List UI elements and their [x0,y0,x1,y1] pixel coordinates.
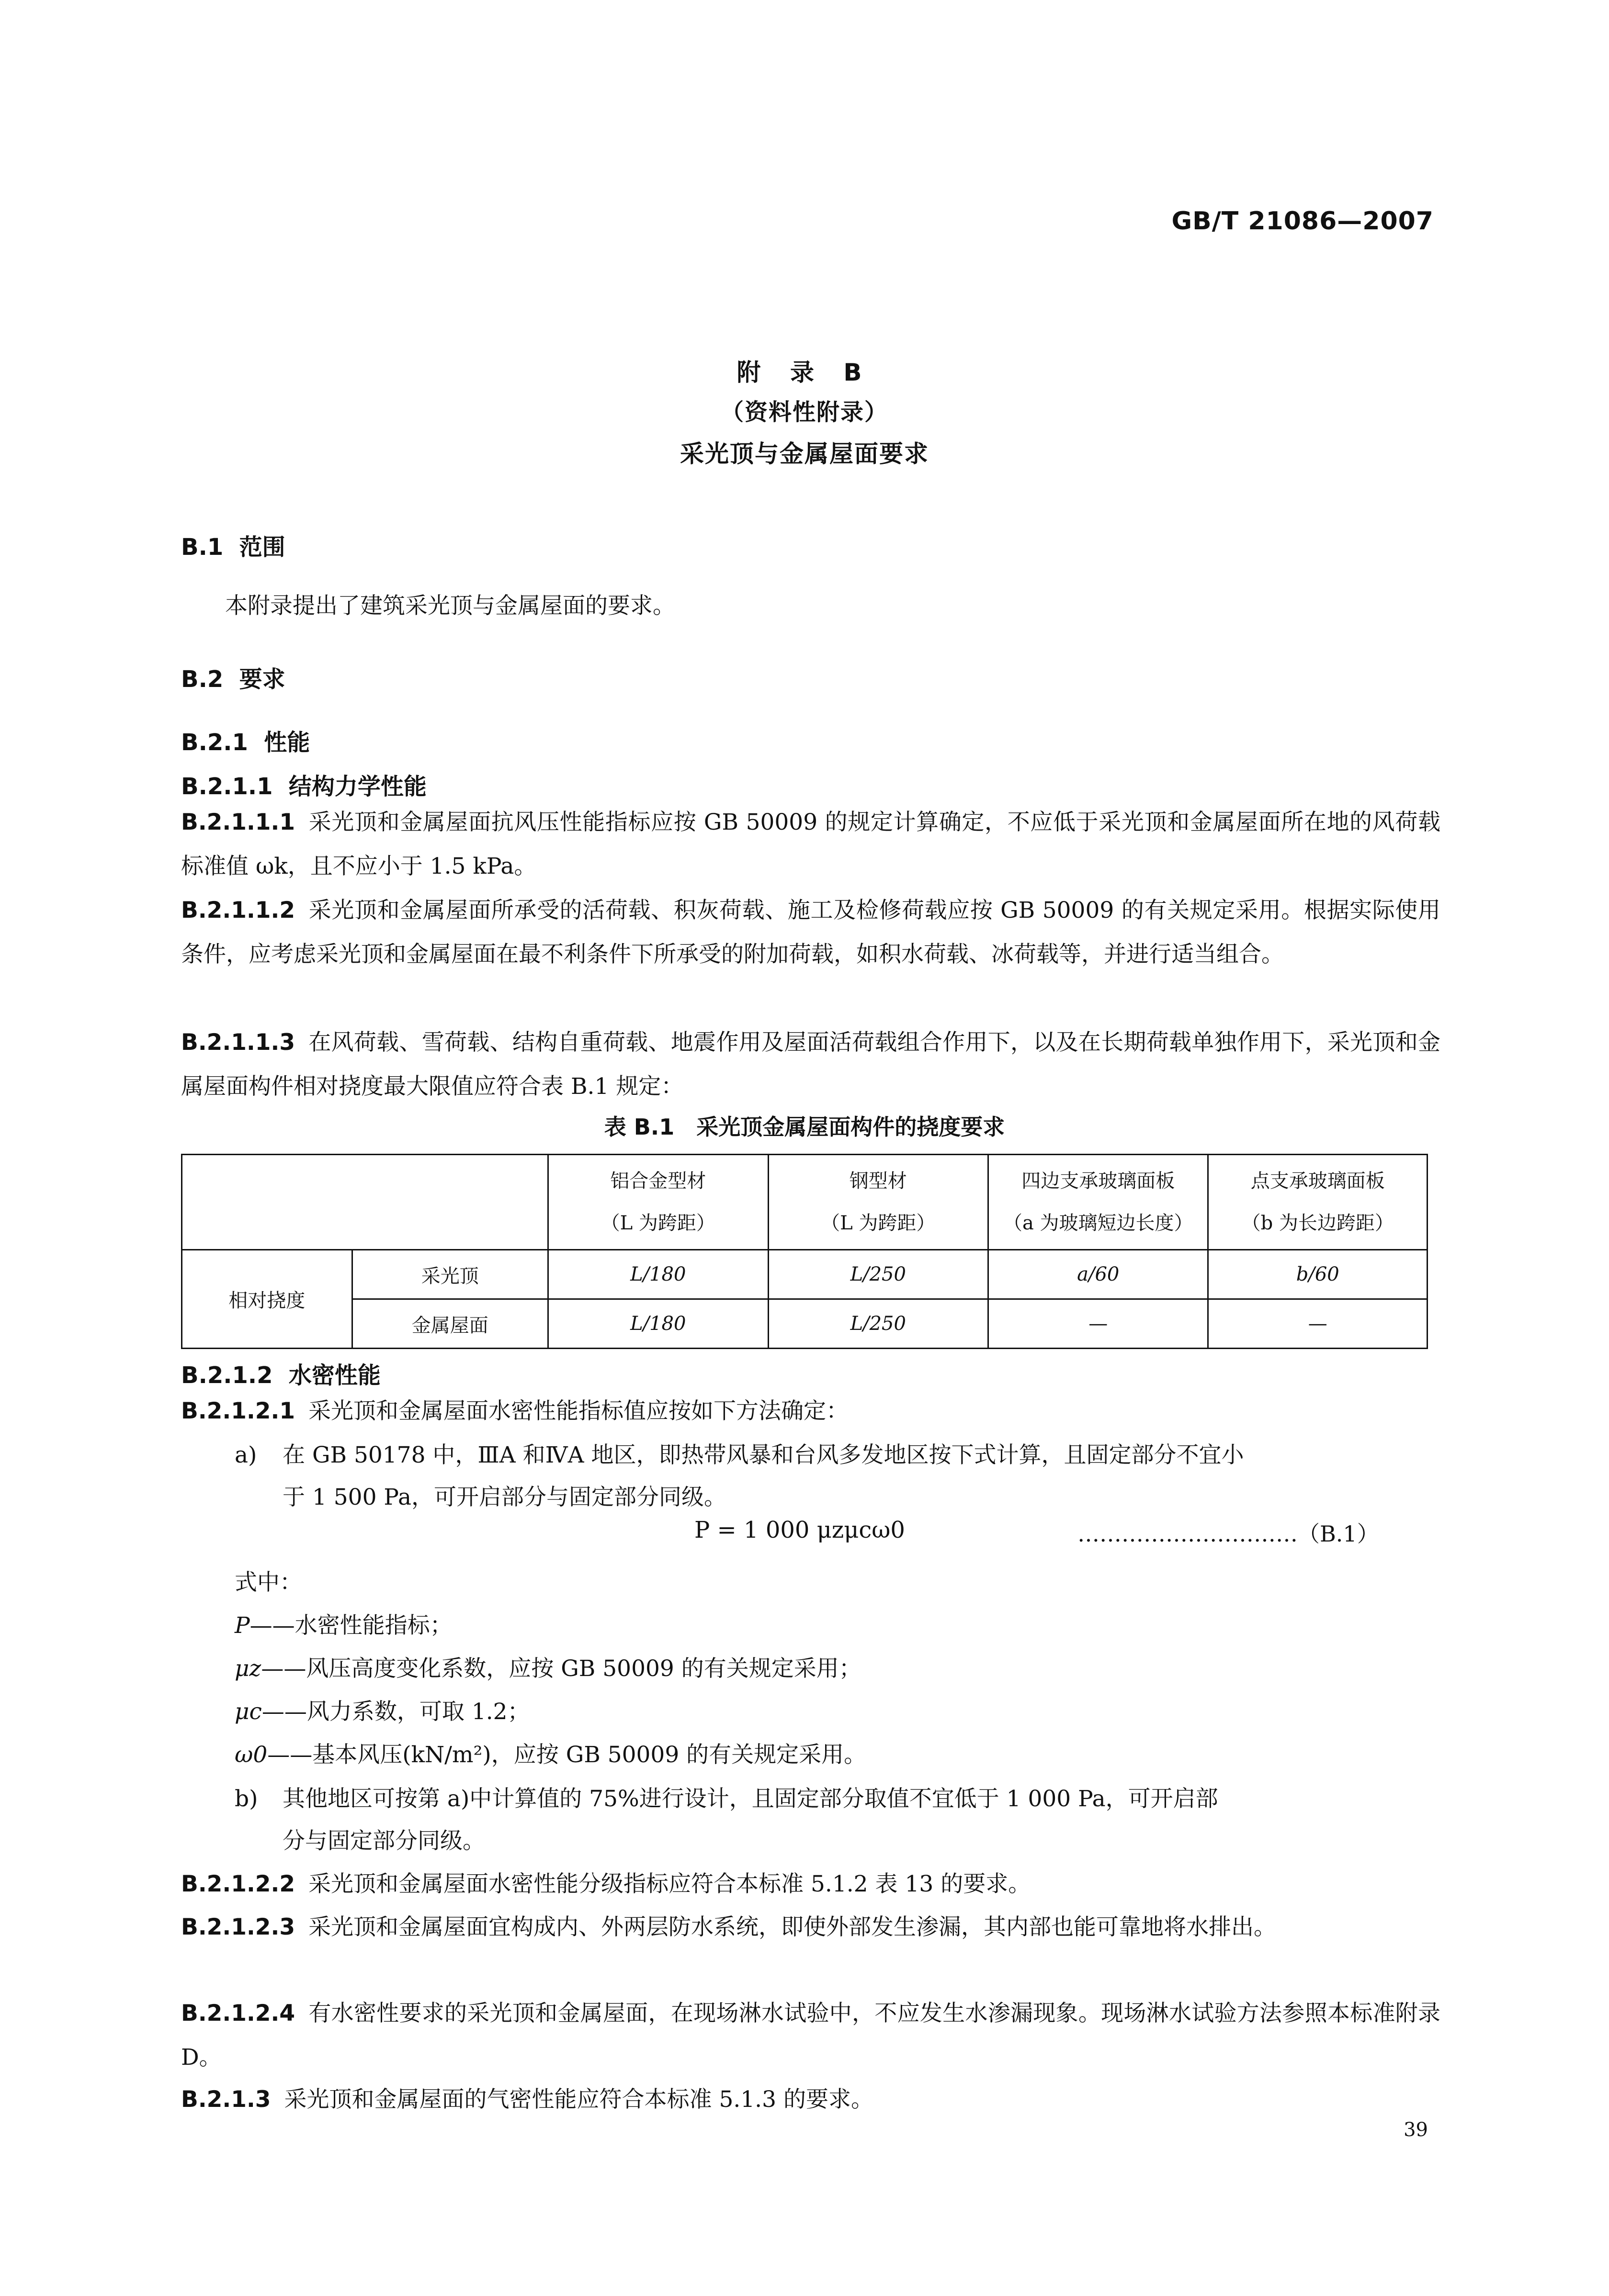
table-header-row [182,1155,1428,1250]
table-cell: L/180 [548,1299,769,1349]
clause-title: 水密性能 [288,1362,381,1389]
item-a-line-2: 于 1 500 Pa，可开启部分与固定部分同级。 [283,1484,726,1510]
item-a-marker: a) [235,1442,257,1468]
col-header-four-side-glass: 四边支承玻璃面板 （a 为玻璃短边长度） [988,1155,1208,1250]
deflection-table [181,1154,1428,1349]
clause-text: 采光顶和金属屋面水密性能指标值应按如下方法确定： [308,1398,849,1424]
clause-b2123 [181,1905,1440,1949]
section-title: 要求 [239,666,285,693]
table-row [182,1250,1428,1299]
item-b-line-1: 其他地区可按第 a)中计算值的 75%进行设计，且固定部分取值不宜低于 1 000 Pa，可开启部 [283,1786,1218,1812]
table-cell: L/180 [548,1250,769,1299]
where-item: μz——风压高度变化系数，应按 GB 50009 的有关规定采用； [235,1655,861,1682]
clause-title: 结构力学性能 [288,773,427,800]
clause-b2112 [181,889,1440,977]
clause-number: B.2.1.2.1 [181,1398,295,1424]
clause-number: B.2.1.3 [181,2086,271,2113]
section-number: B.2 [181,666,224,693]
clause-number: B.2.1.1.2 [181,897,295,923]
item-b-marker: b) [235,1786,258,1812]
clause-text: 采光顶和金属屋面抗风压性能指标应按 GB 50009 的规定计算确定，不应低于采光顶和金属屋面所在地的风荷载标准值 ωk，且不应小于 1.5 kPa。 [181,809,1440,879]
clause-b212-heading [181,1357,1445,1390]
clause-number: B.2.1.1.1 [181,809,295,835]
clause-number: B.2.1.2.4 [181,2000,295,2026]
section-b1-text: 本附录提出了建筑采光顶与金属屋面的要求。 [225,593,675,619]
appendix-title: 附 录 B [737,359,872,386]
table-cell: a/60 [988,1250,1208,1299]
formula-number: …………………………（B.1） [1077,1521,1379,1547]
standard-code: GB/T 21086—2007 [1171,207,1434,236]
clause-text: 采光顶和金属屋面水密性能分级指标应符合本标准 5.1.2 表 13 的要求。 [308,1871,1031,1897]
appendix-name: 采光顶与金属屋面要求 [680,440,929,468]
clause-text: 采光顶和金属屋面的气密性能应符合本标准 5.1.3 的要求。 [284,2086,873,2113]
clause-text: 有水密性要求的采光顶和金属屋面，在现场淋水试验中，不应发生水渗漏现象。现场淋水试验方法参照本标准附录 D。 [181,2000,1440,2071]
table-cell: — [1208,1299,1428,1349]
table-corner-cell [182,1155,548,1250]
clause-text: 采光顶和金属屋面宜构成内、外两层防水系统，即使外部发生渗漏，其内部也能可靠地将水排出。 [308,1914,1277,1940]
clause-b21-heading [181,724,1445,757]
where-item: μc——风力系数，可取 1.2； [235,1699,530,1725]
where-item: P——水密性能指标； [235,1612,453,1639]
col-header-point-glass: 点支承玻璃面板 （b 为长边跨距） [1208,1155,1428,1250]
clause-number: B.2.1.2.3 [181,1914,295,1940]
appendix-type: （资料性附录） [720,399,888,426]
table-caption: 表 B.1 采光顶金属屋面构件的挠度要求 [604,1114,1005,1140]
table-cell: L/250 [768,1299,988,1349]
clause-b213 [181,2078,873,2122]
col-header-steel: 钢型材 （L 为跨距） [768,1155,988,1250]
clause-number: B.2.1.1.3 [181,1029,295,1056]
clause-number: B.2.1 [181,729,248,756]
page-number: 39 [1404,2119,1428,2141]
clause-b2124 [181,1992,1440,2080]
section-b1-heading [181,529,1445,562]
clause-b2111 [181,800,1440,889]
clause-text: 采光顶和金属屋面所承受的活荷载、积灰荷载、施工及检修荷载应按 GB 50009 的有关规定采用。根据实际使用条件，应考虑采光顶和金属屋面在最不利条件下所承受的附加荷载，如积水荷载、冰荷载等，并进行适当组合。 [181,897,1440,968]
row-label: 采光顶 [352,1250,548,1299]
where-intro: 式中： [235,1569,302,1596]
section-number: B.1 [181,534,224,561]
clause-b211-heading [181,768,1445,801]
formula-b1: P = 1 000 μzμcω0 [694,1517,905,1543]
item-a-line-1: 在 GB 50178 中，ⅢA 和ⅣA 地区，即热带风暴和台风多发地区按下式计算，且固定部分不宜小 [283,1442,1244,1468]
clause-title: 性能 [264,729,310,756]
row-group-label: 相对挠度 [182,1250,352,1349]
clause-b2113 [181,1021,1440,1109]
clause-number: B.2.1.1 [181,773,273,800]
clause-text: 在风荷载、雪荷载、结构自重荷载、地震作用及屋面活荷载组合作用下，以及在长期荷载单独作用下，采光顶和金属屋面构件相对挠度最大限值应符合表 B.1 规定： [181,1029,1440,1100]
where-item: ω0——基本风压(kN/m²)，应按 GB 50009 的有关规定采用。 [235,1742,867,1768]
section-title: 范围 [239,534,285,561]
clause-number: B.2.1.2 [181,1362,273,1389]
col-header-aluminum: 铝合金型材 （L 为跨距） [548,1155,769,1250]
row-label: 金属屋面 [352,1299,548,1349]
table-cell: b/60 [1208,1250,1428,1299]
section-b2-heading [181,661,1445,694]
table-cell: — [988,1299,1208,1349]
clause-number: B.2.1.2.2 [181,1871,295,1897]
clause-b2121 [181,1389,849,1433]
item-b-line-2: 分与固定部分同级。 [283,1828,485,1854]
clause-b2122 [181,1862,1031,1906]
table-row [182,1299,1428,1349]
table-cell: L/250 [768,1250,988,1299]
